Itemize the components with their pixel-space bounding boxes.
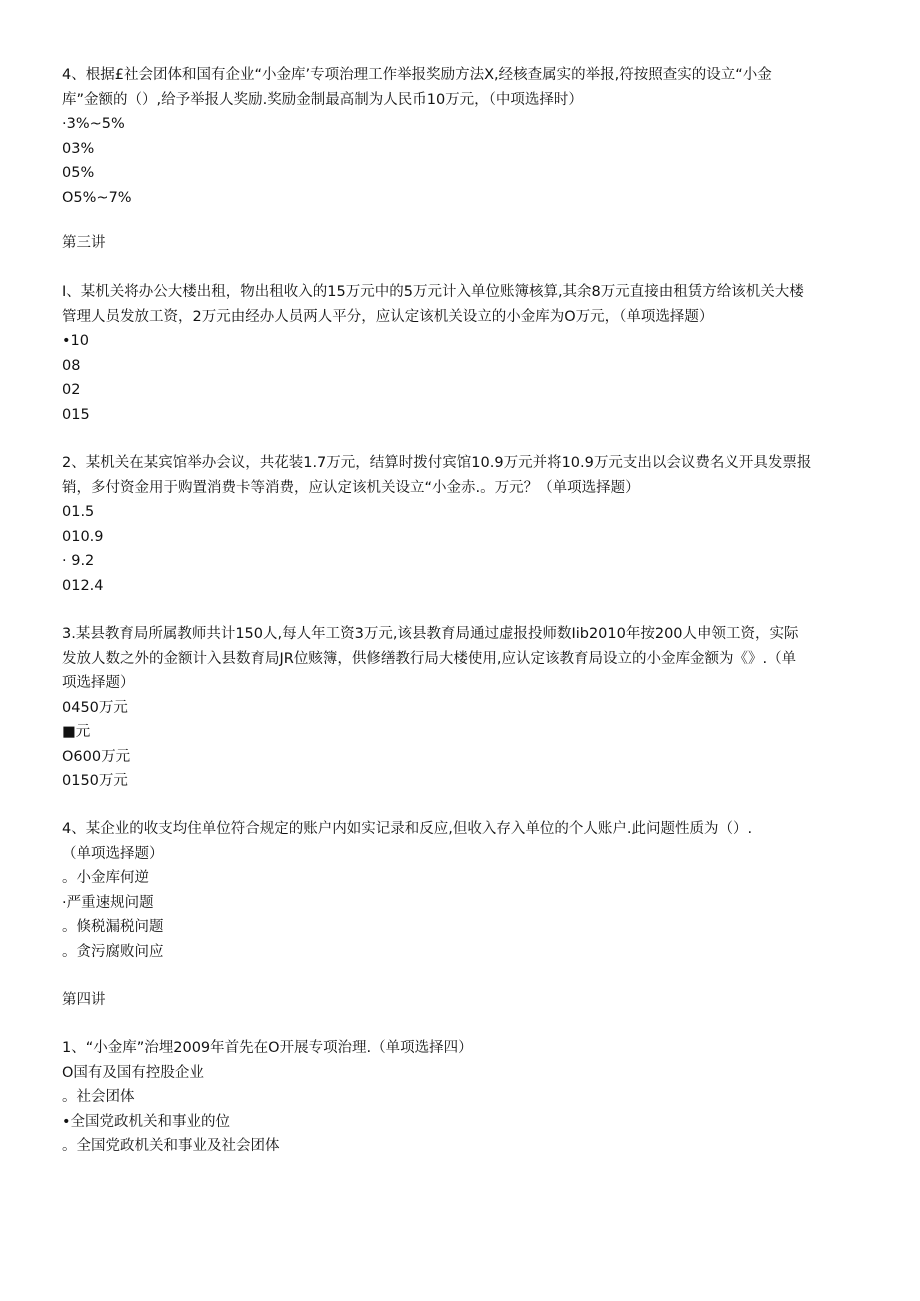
question-text: 发放人数之外的金额计入县数育局JR位赅簿，供修缮教行局大楼使用,应认定该教育局设立的小金库金额为《》.（单 <box>62 650 797 667</box>
answer-option[interactable]: ■元 <box>62 724 91 740</box>
question-text: （单项选择题） <box>62 845 164 862</box>
answer-option[interactable]: · 9.2 <box>62 553 95 569</box>
answer-option[interactable]: ·严重速规问题 <box>62 894 154 911</box>
answer-option[interactable]: 03% <box>62 140 95 157</box>
question-s3-q3 <box>62 622 862 794</box>
answer-option[interactable]: 。贪污腐败问应 <box>62 943 164 960</box>
answer-option[interactable]: ·3%~5% <box>62 116 125 132</box>
answer-option[interactable]: 。倏税漏税问题 <box>62 919 164 935</box>
question-text: 销，多付资金用于购置消费卡等消费，应认定该机关设立“小金赤.。万元？（单项选择题） <box>62 479 640 496</box>
answer-option[interactable]: 015 <box>62 406 90 423</box>
question-text: 1、“小金库”治埋2009年首先在O开展专项治理.（单项选择四） <box>62 1040 473 1056</box>
question-text: 3.某县教育局所属教师共计150人,每人年工资3万元,该县教育局通过虚报投师数Iib2010年按200人申领工资，实际 <box>62 626 799 642</box>
answer-option[interactable]: O5%~7% <box>62 189 132 206</box>
answer-option[interactable]: 010.9 <box>62 528 104 545</box>
answer-option[interactable]: O国有及国有控股企业 <box>62 1064 204 1081</box>
question-text: 4、某企业的收支均住单位符合规定的账户内如实记录和反应,但收入存入单位的个人账户.此问题性质为（）. <box>62 821 753 837</box>
answer-option[interactable]: •10 <box>62 333 90 349</box>
answer-option[interactable]: 05% <box>62 165 95 181</box>
question-text: 4、根据£社会团体和国有企业“小金库’专项治理工作举报奖励方法X,经核查属实的举报,符按照查实的设立“小金 <box>62 67 772 83</box>
answer-option[interactable]: 。社会团体 <box>62 1089 135 1105</box>
question-s3-q2 <box>62 451 862 598</box>
question-s3-q1 <box>62 280 862 427</box>
question-text: 管理人员发放工资，2万元由经办人员两人平分，应认定该机关设立的小金库为O万元，（单项选择题） <box>62 308 714 325</box>
answer-option[interactable]: 02 <box>62 382 81 398</box>
answer-option[interactable]: 0450万元 <box>62 699 128 716</box>
section-title: 第四讲 <box>62 992 106 1008</box>
question-text: 库”金额的（）,给予举报人奖励.奖励金制最高制为人民币10万元，（中项选择时） <box>62 91 583 108</box>
question-s3-q4 <box>62 817 862 964</box>
section-title: 第三讲 <box>62 235 106 251</box>
answer-option[interactable]: 0150万元 <box>62 773 128 789</box>
question-text: 2、某机关在某宾馆举办会议，共花装1.7万元，结算时拨付宾馆10.9万元并将10.9万元支出以会议费名义开具发票报 <box>62 455 812 471</box>
answer-option[interactable]: 。小金库何逆 <box>62 870 149 886</box>
answer-option[interactable]: 012.4 <box>62 577 104 594</box>
question-s1-q4 <box>62 63 862 210</box>
section-heading <box>62 231 862 255</box>
question-text: 项选择题） <box>62 675 135 691</box>
answer-option[interactable]: 08 <box>62 357 81 374</box>
question-text: I、某机关将办公大楼出租，物出租收入的15万元中的5万元计入单位账簿核算,其余8万元直接由租赁方给该机关大楼 <box>62 284 804 300</box>
question-s4-q1 <box>62 1036 862 1159</box>
answer-option[interactable]: 。全国党政机关和事业及社会团体 <box>62 1138 280 1154</box>
section-heading <box>62 988 862 1012</box>
answer-option[interactable]: •全国党政机关和事业的位 <box>62 1113 231 1130</box>
answer-option[interactable]: O600万元 <box>62 748 131 765</box>
answer-option[interactable]: 01.5 <box>62 504 95 520</box>
